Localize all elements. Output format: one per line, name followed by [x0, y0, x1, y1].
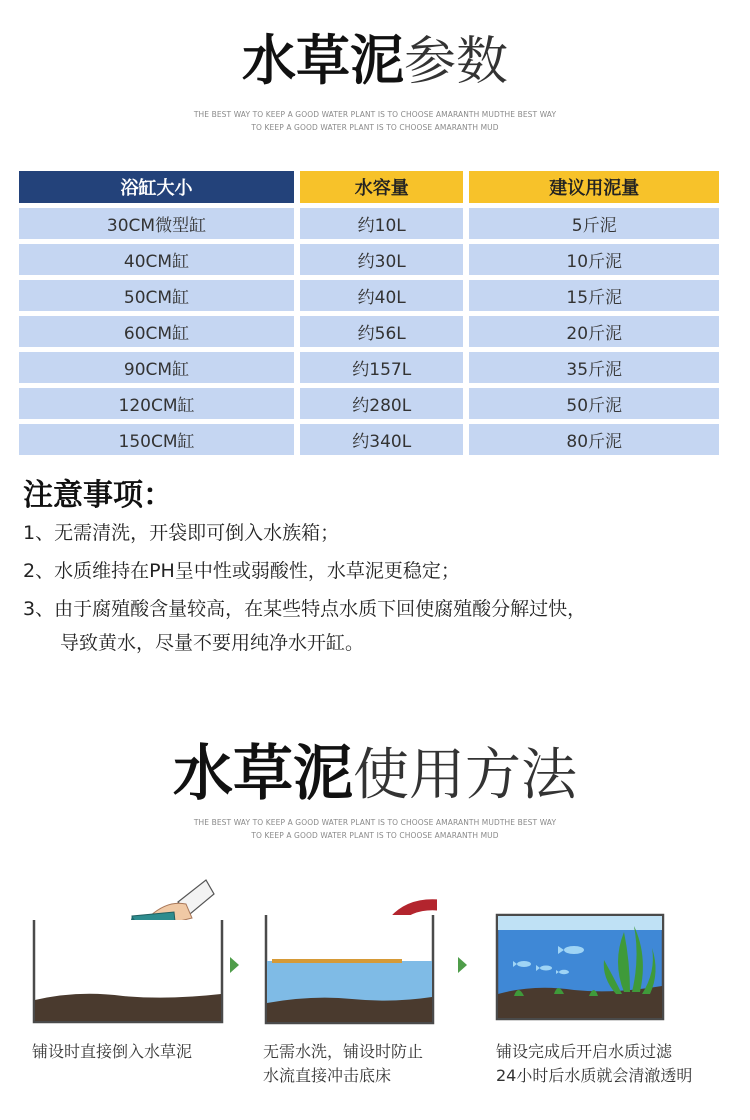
step-arrow-1	[230, 957, 239, 973]
spec-table-header-row	[19, 171, 719, 203]
notes-title: 注意事项：	[23, 478, 173, 513]
step2-illustration	[262, 895, 437, 1027]
cell-water-volume: 约40L	[300, 280, 463, 311]
cell-mud-amount: 10斤泥	[469, 244, 719, 275]
cell-mud-amount: 5斤泥	[469, 208, 719, 239]
step2-caption-line1: 无需水洗，铺设时防止	[263, 1042, 424, 1061]
table-row	[19, 424, 719, 455]
header-tank-size: 浴缸大小	[19, 171, 294, 203]
cell-water-volume: 约157L	[300, 352, 463, 383]
table-row	[19, 316, 719, 347]
cell-water-volume: 约340L	[300, 424, 463, 455]
cell-mud-amount: 50斤泥	[469, 388, 719, 419]
cell-mud-amount: 15斤泥	[469, 280, 719, 311]
cell-water-volume: 约30L	[300, 244, 463, 275]
step2-caption-line2: 水流直接冲击底床	[263, 1066, 392, 1085]
spec-table	[13, 166, 725, 460]
table-row	[19, 280, 719, 311]
usage-title	[0, 736, 750, 814]
step3-caption-line1: 铺设完成后开启水质过滤	[496, 1042, 673, 1061]
header-mud-amount: 建议用泥量	[469, 171, 719, 203]
table-row	[19, 352, 719, 383]
parameters-subtitle-line1: THE BEST WAY TO KEEP A GOOD WATER PLANT IS TO CHOOSE AMARANTH MUDTHE BEST WAY	[193, 110, 557, 119]
table-row	[19, 208, 719, 239]
parameters-title-bold: 水草泥	[241, 29, 404, 92]
step-arrow-2	[458, 957, 467, 973]
step3-illustration	[494, 912, 666, 1022]
cell-tank-size: 60CM缸	[19, 316, 294, 347]
note-item-1: 1、无需清洗，开袋即可倒入水族箱；	[23, 522, 340, 544]
step3-caption	[496, 1040, 692, 1088]
step1-caption	[32, 1040, 192, 1064]
cell-tank-size: 90CM缸	[19, 352, 294, 383]
step1-illustration	[28, 872, 228, 1027]
usage-title-bold: 水草泥	[173, 739, 353, 809]
cell-tank-size: 50CM缸	[19, 280, 294, 311]
cell-water-volume: 约280L	[300, 388, 463, 419]
table-row	[19, 388, 719, 419]
usage-subtitle-line2: TO KEEP A GOOD WATER PLANT IS TO CHOOSE AMARANTH MUD	[251, 831, 499, 840]
usage-subtitle	[0, 816, 750, 842]
cell-tank-size: 30CM微型缸	[19, 208, 294, 239]
cell-tank-size: 150CM缸	[19, 424, 294, 455]
parameters-subtitle-line2: TO KEEP A GOOD WATER PLANT IS TO CHOOSE AMARANTH MUD	[251, 123, 499, 132]
step2-caption	[263, 1040, 423, 1088]
cell-mud-amount: 35斤泥	[469, 352, 719, 383]
step1-caption-line1: 铺设时直接倒入水草泥	[32, 1042, 193, 1061]
usage-subtitle-line1: THE BEST WAY TO KEEP A GOOD WATER PLANT IS TO CHOOSE AMARANTH MUDTHE BEST WAY	[193, 818, 557, 827]
step3-caption-line2: 24小时后水质就会清澈透明	[496, 1066, 693, 1085]
usage-title-light: 使用方法	[353, 743, 577, 808]
table-row	[19, 244, 719, 275]
note-item-3: 3、由于腐殖酸含量较高，在某些特点水质下回使腐殖酸分解过快，	[23, 598, 587, 620]
cell-tank-size: 120CM缸	[19, 388, 294, 419]
note-item-2: 2、水质维持在PH呈中性或弱酸性，水草泥更稳定；	[23, 560, 460, 582]
parameters-title	[0, 26, 750, 97]
cell-mud-amount: 20斤泥	[469, 316, 719, 347]
parameters-title-light: 参数	[403, 32, 508, 92]
cell-water-volume: 约10L	[300, 208, 463, 239]
cell-mud-amount: 80斤泥	[469, 424, 719, 455]
cell-water-volume: 约56L	[300, 316, 463, 347]
cell-tank-size: 40CM缸	[19, 244, 294, 275]
header-water-volume: 水容量	[300, 171, 463, 203]
parameters-subtitle	[0, 108, 750, 134]
note-item-3-continued: 导致黄水，尽量不要用纯净水开缸。	[60, 632, 365, 654]
